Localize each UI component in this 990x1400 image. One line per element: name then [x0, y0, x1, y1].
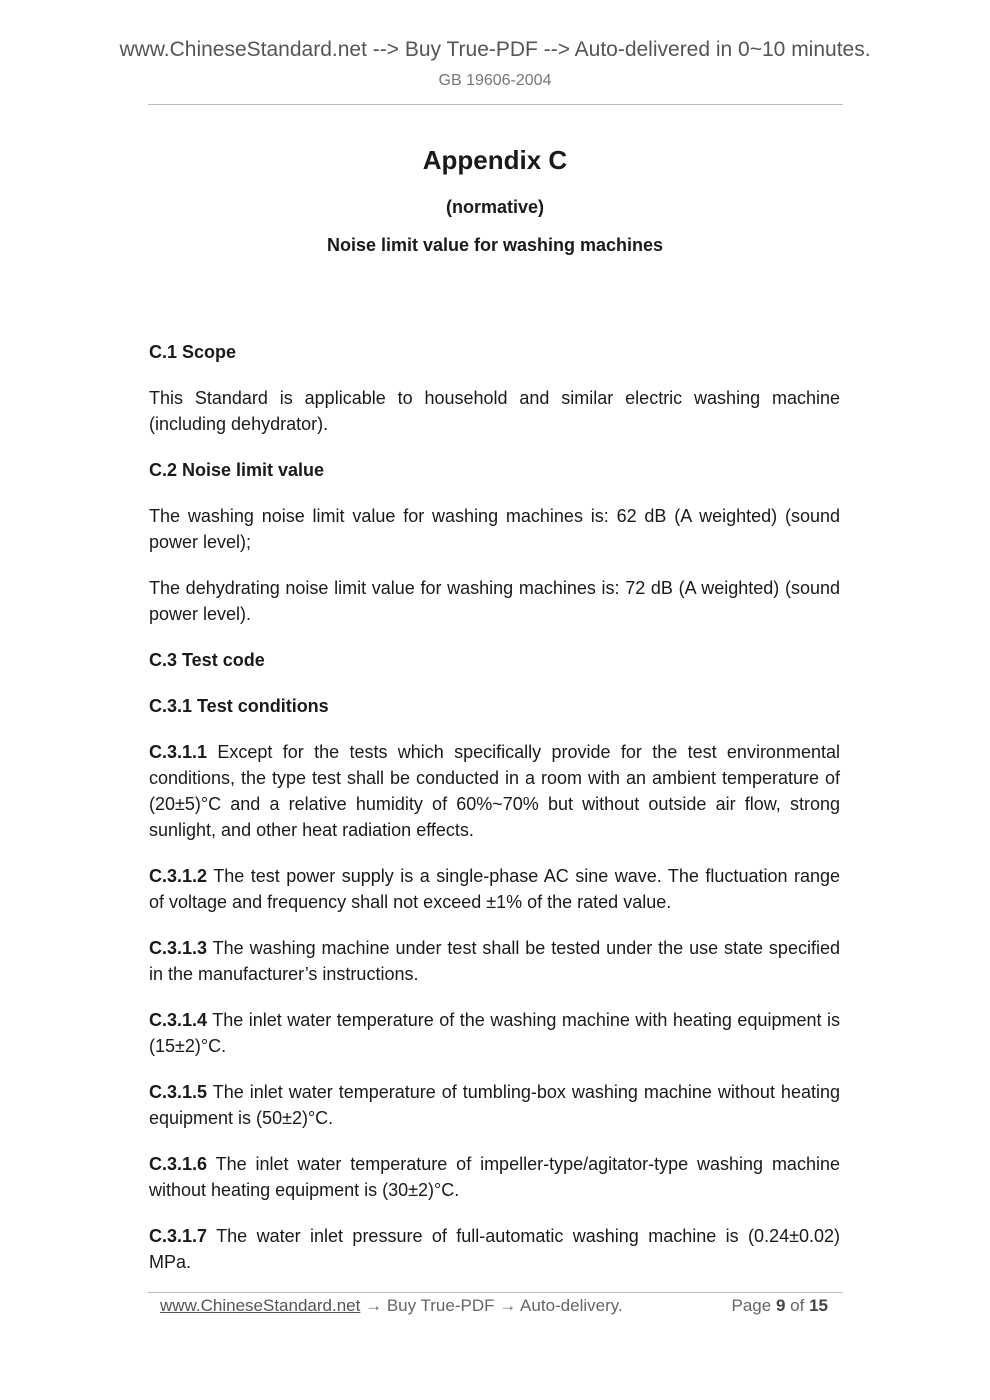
section-heading-c2: C.2 Noise limit value: [149, 460, 325, 480]
clause-number: C.3.1.7: [149, 1226, 208, 1246]
appendix-subtitle: Noise limit value for washing machines: [326, 235, 664, 255]
arrow-right-icon: →: [499, 1296, 517, 1315]
of-label: of: [790, 1296, 805, 1315]
clause-text: The inlet water temperature of tumbling-box washing machine without heating equipment is (50±2)°C.: [149, 1082, 840, 1128]
page-label: Page: [731, 1296, 772, 1315]
clause-c3-1-1: [149, 739, 840, 843]
footer-delivery-text: Auto-delivery.: [520, 1296, 623, 1315]
clause-text: The washing machine under test shall be tested under the use state specified in the manufacturer’s instructions.: [149, 938, 840, 984]
clause-number: C.3.1.4: [149, 1010, 208, 1030]
clause-text: Except for the tests which specifically provide for the test environmental conditions, the type test shall be conducted in a room with an ambient temperature of (20±5)°C and a relative humidity of 60%~70% but without outside air flow, strong sunlight, and other heat radiation effects.: [149, 742, 840, 840]
clause-text: The water inlet pressure of full-automatic washing machine is (0.24±0.02) MPa.: [149, 1226, 840, 1272]
document-body: [149, 339, 840, 1295]
appendix-type: (normative): [445, 197, 544, 217]
paragraph-scope: This Standard is applicable to household and similar electric washing machine (including dehydrator).: [149, 388, 840, 434]
clause-number: C.3.1.2: [149, 866, 208, 886]
clause-number: C.3.1.6: [149, 1154, 208, 1174]
clause-c3-1-3: [149, 935, 840, 987]
page-footer: [160, 1296, 830, 1316]
footer-site-link[interactable]: www.ChineseStandard.net: [160, 1296, 361, 1315]
clause-text: The inlet water temperature of the washing machine with heating equipment is (15±2)°C.: [149, 1010, 840, 1056]
clause-number: C.3.1.3: [149, 938, 208, 958]
clause-number: C.3.1.5: [149, 1082, 208, 1102]
top-banner: www.ChineseStandard.net --> Buy True-PDF --> Auto-delivered in 0~10 minutes.: [119, 38, 871, 61]
section-heading-c3: C.3 Test code: [149, 650, 265, 670]
page-total: 15: [809, 1296, 828, 1315]
clause-number: C.3.1.1: [149, 742, 208, 762]
clause-text: The test power supply is a single-phase AC sine wave. The fluctuation range of voltage and frequency shall not exceed ±1% of the rated value.: [149, 866, 840, 912]
paragraph-washing-noise: The washing noise limit value for washing machines is: 62 dB (A weighted) (sound power level);: [149, 506, 840, 552]
clause-text: The inlet water temperature of impeller-type/agitator-type washing machine without heating equipment is (30±2)°C.: [149, 1154, 840, 1200]
clause-c3-1-7: [149, 1223, 840, 1275]
arrow-right-icon: →: [365, 1296, 383, 1315]
clause-c3-1-6: [149, 1151, 840, 1203]
page-number: 9: [775, 1296, 786, 1315]
footer-buy-text: Buy True-PDF: [386, 1296, 495, 1315]
header-divider: [148, 104, 843, 105]
standard-code: GB 19606-2004: [438, 72, 552, 89]
clause-c3-1-4: [149, 1007, 840, 1059]
clause-c3-1-2: [149, 863, 840, 915]
section-heading-c31: C.3.1 Test conditions: [149, 696, 329, 716]
page-indicator: [732, 1296, 828, 1316]
footer-divider: [148, 1292, 843, 1293]
section-heading-c1: C.1 Scope: [149, 342, 237, 362]
clause-c3-1-5: [149, 1079, 840, 1131]
appendix-title: Appendix C: [422, 145, 568, 175]
paragraph-dehydrating-noise: The dehydrating noise limit value for washing machines is: 72 dB (A weighted) (sound power level).: [149, 578, 840, 624]
